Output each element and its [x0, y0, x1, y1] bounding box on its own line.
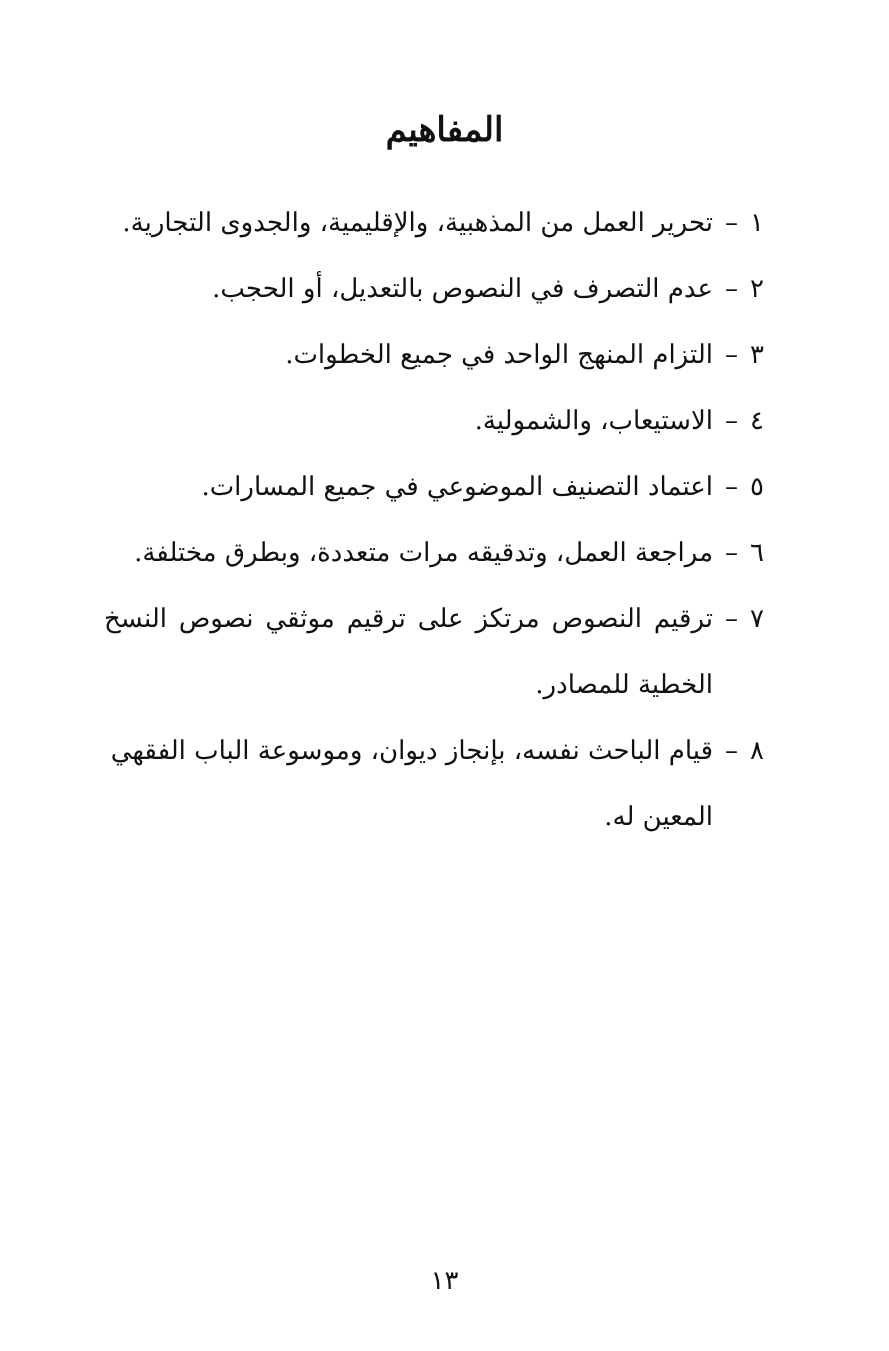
item-text: مراجعة العمل، وتدقيقه مرات متعددة، وبطرق مختلفة.: [134, 538, 714, 568]
item-dash: –: [725, 406, 739, 436]
item-number: ٤: [750, 406, 764, 436]
item-dash: –: [725, 538, 739, 568]
item-dash: –: [725, 472, 739, 502]
item-dash: –: [725, 736, 739, 766]
item-text: الاستيعاب، والشمولية.: [474, 406, 714, 436]
page-title: المفاهيم: [385, 110, 504, 150]
item-number: ٣: [750, 340, 764, 370]
list-item: [104, 190, 764, 256]
list-item: [104, 256, 764, 322]
item-number: ٨: [750, 736, 764, 766]
concepts-list: [104, 190, 764, 850]
item-text: تحرير العمل من المذهبية، والإقليمية، والجدوى التجارية.: [122, 208, 714, 238]
item-dash: –: [725, 340, 739, 370]
item-number: ٥: [750, 472, 764, 502]
list-item: [104, 520, 764, 586]
item-text: قيام الباحث نفسه، بإنجاز ديوان، وموسوعة الباب الفقهي المعين له.: [110, 736, 714, 832]
item-number: ٢: [750, 274, 764, 304]
list-item: [104, 388, 764, 454]
item-dash: –: [725, 208, 739, 238]
item-number: ١: [750, 208, 764, 238]
item-number: ٧: [750, 604, 764, 634]
list-item: [104, 454, 764, 520]
item-text: التزام المنهج الواحد في جميع الخطوات.: [285, 340, 714, 370]
item-dash: –: [725, 604, 739, 634]
page-number: ١٣: [430, 1266, 459, 1296]
item-dash: –: [725, 274, 739, 304]
list-item: [104, 718, 764, 850]
list-item: [104, 322, 764, 388]
item-text: عدم التصرف في النصوص بالتعديل، أو الحجب.: [212, 274, 714, 304]
item-number: ٦: [750, 538, 764, 568]
item-text: ترقيم النصوص مرتكز على ترقيم موثقي نصوص النسخ الخطية للمصادر.: [104, 604, 714, 700]
item-text: اعتماد التصنيف الموضوعي في جميع المسارات.: [201, 472, 714, 502]
list-item: [104, 586, 764, 718]
